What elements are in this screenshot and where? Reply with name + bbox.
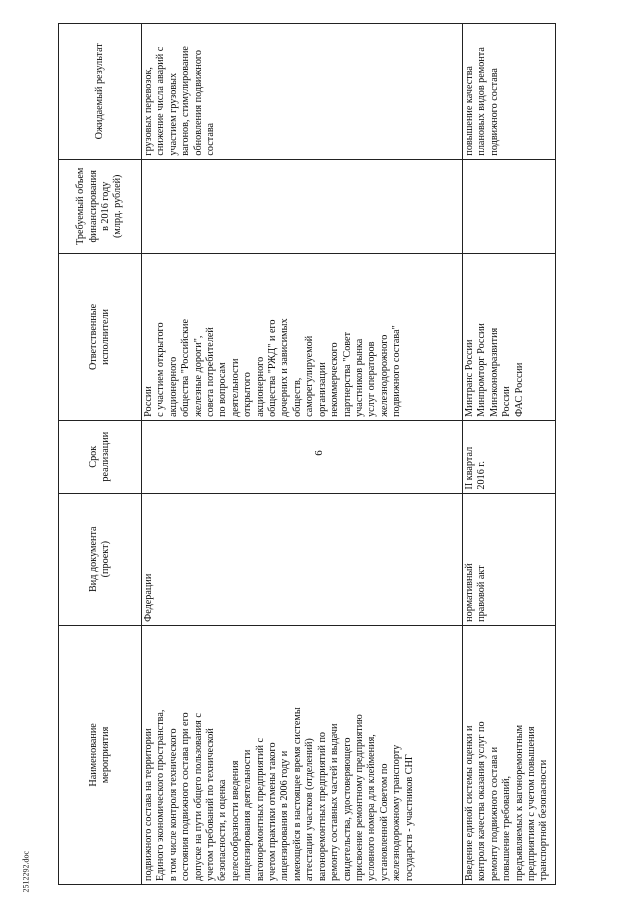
cell-financing [142,159,463,253]
page-number: 6 [312,450,325,456]
cell-responsible: Минтранс России Минпромторг России Минэкономразвития России ФАС России [463,253,556,420]
cell-term [142,420,463,493]
header-term: Срок реализации [59,420,142,493]
header-financing: Требуемый объем финансирования в 2016 году (млрд. рублей) [59,159,142,253]
header-result: Ожидаемый результат [59,24,142,160]
header-responsible: Ответственные исполнители [59,253,142,420]
header-doc-type: Вид документа (проект) [59,493,142,625]
cell-result: повышение качества плановых видов ремонта подвижного состава [463,24,556,160]
cell-result: грузовых перевозок, снижение числа аварий с участием грузовых вагонов, стимулирование обновления подвижного состава [142,24,463,160]
cell-responsible: России с участием открытого акционерного общества "Российские железные дороги", совета потребителей по вопросам деятельности открытого акционерного общества "РЖД" и его дочерних и зависимых обществ, саморегулируемой организации некоммерческого партнерства "Совет участников рынка услуг операторов железнодорожного подвижного состава" [142,253,463,420]
cell-name: Введение единой системы оценки и контроля качества оказания услуг по ремонту подвижного состава и повышение требований, предъявляемых к вагоноремонтным предприятиям с учетом повышения транспортной безопасности [463,625,556,884]
measures-table [58,23,556,885]
cell-financing [463,159,556,253]
table-row [463,24,556,885]
header-name: Наименование мероприятия [59,625,142,884]
rotated-page-content [58,0,618,905]
document-filename: 2512292.doc [21,850,31,893]
cell-doc-type: нормативный правовой акт [463,493,556,625]
table-row [142,24,463,885]
cell-doc-type: Федерации [142,493,463,625]
cell-name: подвижного состава на территории Единого экономического пространства, в том числе контроля технического состояния подвижного состава при его допуске на пути общего пользования с учетом требований по технической безопасности, и оценка целесообразности введения лицензирования деятельности вагоноремонтных предприятий с учетом практики отмены такого лицензирования в 2006 году и имеющейся в настоящее время системы аттестации участков (отделений) вагоноремонтных предприятий по ремонту составных частей и выдачи свидетельства, удостоверяющего присвоение ремонтному предприятию условного номера для клеймения, установленной Советом по железнодорожному транспорту государств - участников СНГ [142,625,463,884]
table-header-row [59,24,142,885]
cell-term: II квартал 2016 г. [463,420,556,493]
